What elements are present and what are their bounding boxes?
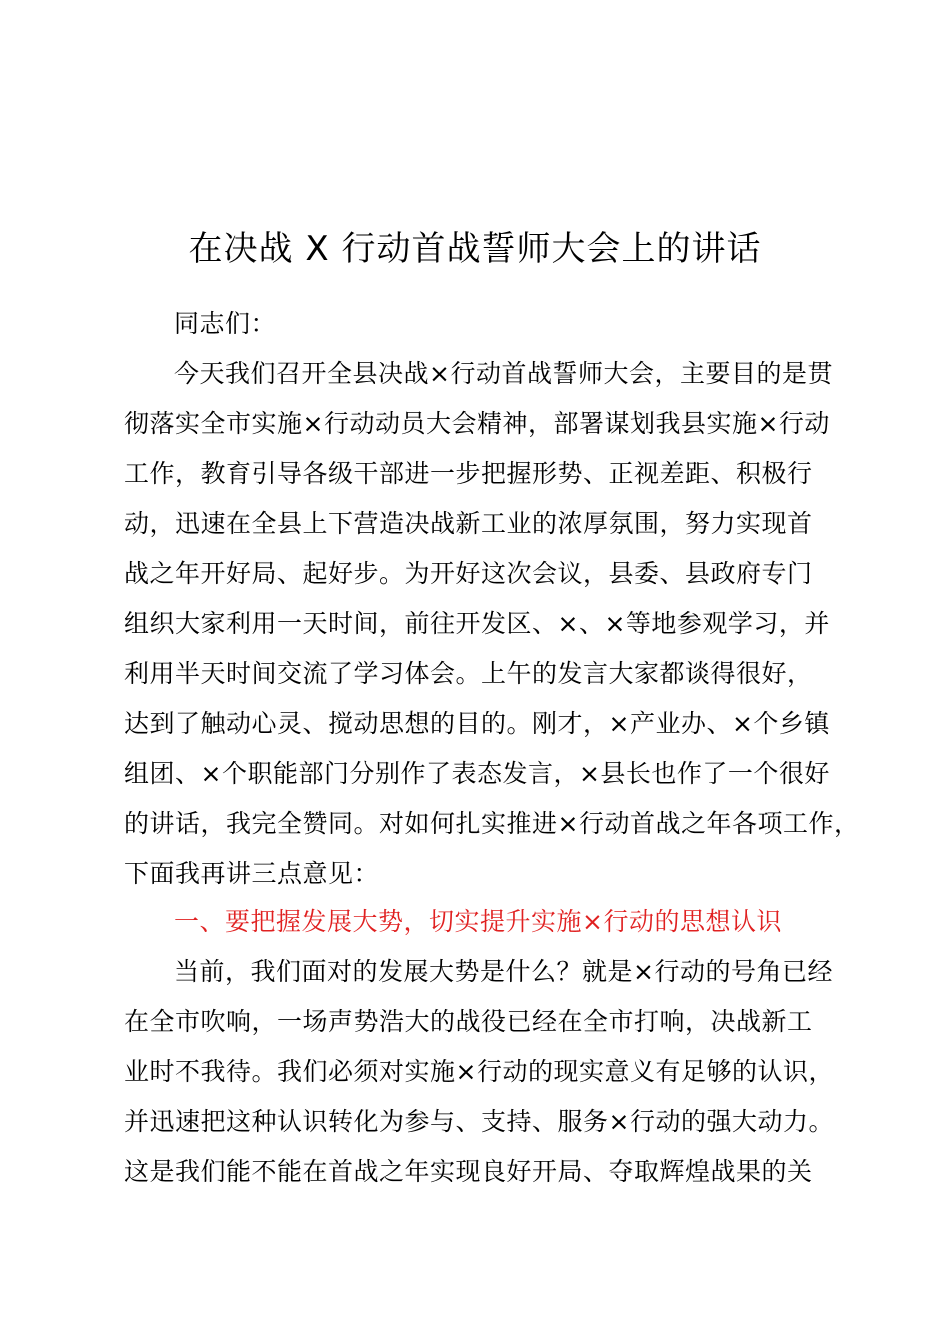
- paragraph-line: 达到了触动心灵、搅动思想的目的。刚才，×产业办、×个乡镇: [124, 709, 830, 738]
- paragraph-line: 今天我们召开全县决战×行动首战誓师大会，主要目的是贯: [174, 359, 833, 388]
- document-title: 在决战 X 行动首战誓师大会上的讲话: [188, 229, 762, 269]
- paragraph-line: 并迅速把这种认识转化为参与、支持、服务×行动的强大动力。: [124, 1107, 834, 1136]
- paragraph-line: 组织大家利用一天时间，前往开发区、×、×等地参观学习，并: [124, 609, 830, 638]
- salutation: 同志们：: [174, 309, 277, 338]
- paragraph-line: 的讲话，我完全赞同。对如何扎实推进×行动首战之年各项工作，: [124, 809, 860, 838]
- paragraph-line: 当前，我们面对的发展大势是什么？就是×行动的号角已经: [174, 957, 833, 986]
- paragraph-line: 组团、×个职能部门分别作了表态发言，×县长也作了一个很好: [124, 759, 830, 788]
- paragraph-line: 在全市吹响，一场声势浩大的战役已经在全市打响，决战新工: [124, 1007, 813, 1036]
- section-heading: 一、要把握发展大势，切实提升实施×行动的思想认识: [174, 907, 782, 936]
- paragraph-line: 彻落实全市实施×行动动员大会精神，部署谋划我县实施×行动: [124, 409, 830, 438]
- paragraph-line: 下面我再讲三点意见：: [124, 859, 380, 888]
- paragraph-line: 利用半天时间交流了学习体会。上午的发言大家都谈得很好，: [124, 659, 813, 688]
- paragraph-line: 动，迅速在全县上下营造决战新工业的浓厚氛围，努力实现首: [124, 509, 813, 538]
- paragraph-line: 这是我们能不能在首战之年实现良好开局、夺取辉煌战果的关: [124, 1157, 813, 1186]
- paragraph-line: 战之年开好局、起好步。为开好这次会议，县委、县政府专门: [124, 559, 813, 588]
- paragraph-line: 工作，教育引导各级干部进一步把握形势、正视差距、积极行: [124, 459, 813, 488]
- paragraph-line: 业时不我待。我们必须对实施×行动的现实意义有足够的认识，: [124, 1057, 834, 1086]
